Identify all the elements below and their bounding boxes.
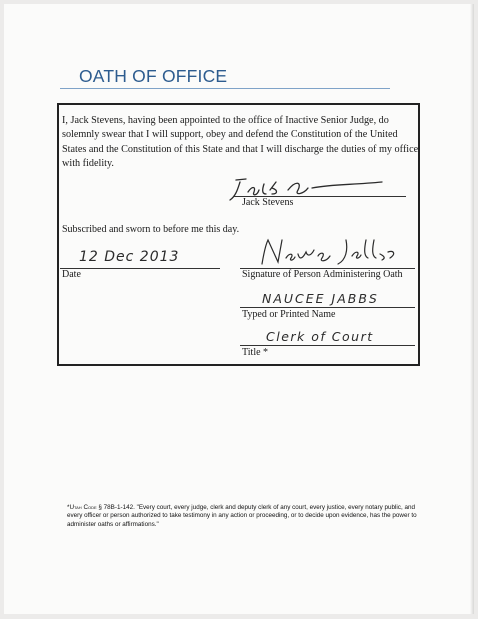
title-handwritten: Clerk of Court bbox=[266, 329, 374, 344]
title-underline bbox=[60, 88, 390, 89]
administrator-signature-label: Signature of Person Administering Oath bbox=[242, 269, 403, 280]
footnote bbox=[67, 504, 417, 529]
printed-name-line bbox=[240, 307, 415, 308]
document-page bbox=[4, 4, 474, 614]
title-field-label: Title * bbox=[242, 347, 269, 358]
printed-name-label: Typed or Printed Name bbox=[242, 309, 336, 320]
page-title: OATH OF OFFICE bbox=[79, 66, 228, 86]
printed-name-handwritten: NAUCEE JABBS bbox=[262, 291, 379, 306]
date-line bbox=[60, 268, 220, 269]
title-line bbox=[240, 345, 415, 346]
affiant-name-label: Jack Stevens bbox=[242, 197, 294, 208]
oath-statement: I, Jack Stevens, having been appointed to the office of Inactive Senior Judge, do solemnly swear that I will support, obey and defend the Constitution of the United States and the Constitution of this State and that I will discharge the duties of my office with fidelity. bbox=[62, 115, 419, 169]
footnote-citation: *Utah Code § 78B-1-142. bbox=[67, 504, 135, 511]
administrator-signature bbox=[256, 236, 406, 270]
date-handwritten: 12 Dec 2013 bbox=[79, 249, 180, 265]
date-label: Date bbox=[62, 269, 81, 280]
subscribed-statement: Subscribed and sworn to before me this day. bbox=[62, 224, 240, 235]
footnote-text: "Every court, every judge, clerk and deputy clerk of any court, every justice, every notary public, and every officer or person authorized to take testimony in any action or proceeding, or to decide upon evidence, has the power to administer oaths or affirmations." bbox=[67, 504, 417, 528]
